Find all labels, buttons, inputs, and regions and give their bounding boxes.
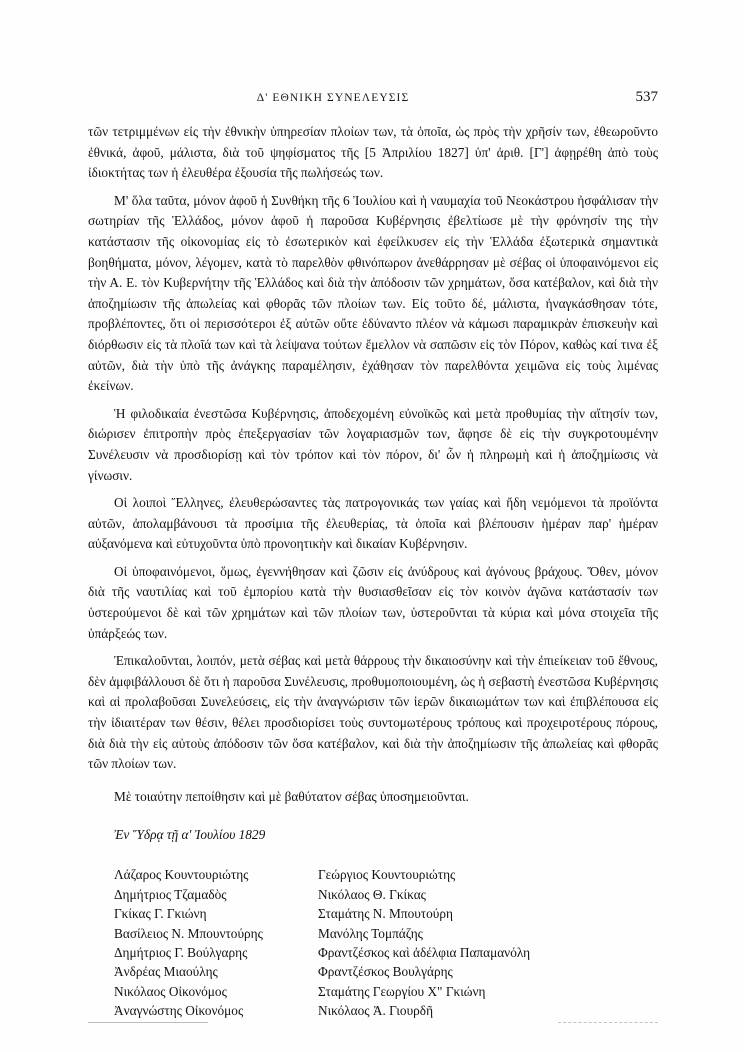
signature-name: Νικόλαος Θ. Γκίκας: [318, 886, 426, 902]
signatures-column-right: [318, 865, 658, 1020]
signature-name: Ἀνδρέας Μιαούλης: [114, 964, 218, 980]
signature-name: Μανόλης Τομπάζης: [318, 925, 423, 941]
footer-rule-right: [558, 1022, 658, 1023]
paragraph-4: Οἱ λοιποὶ Ἕλληνες, ἐλευθερώσαντες τὰς πατρογονικάς των γαίας καὶ ἤδη νεμόμενοι τὰ προϊόντα αὐτῶν, ἀπολαμβάνουσι τὰ προσίμια τῆς ἐλευθερίας, τὰ ὁποῖα καὶ βλέπουσιν ἡμέραν παρ' ἡμέραν αὐξανόμενα καὶ εὐτυχοῦντα ὑπὸ προνοητικὴν καὶ δικαίαν Κυβέρνησιν.: [88, 495, 658, 552]
page-number: 537: [635, 89, 658, 105]
signature-name: Νικόλαος Οἰκονόμος: [114, 983, 227, 999]
page-header: [88, 89, 658, 110]
paragraph-5: Οἱ ὑποφαινόμενοι, ὅμως, ἐγεννήθησαν καὶ ζῶσιν εἰς ἀνύδρους καὶ ἀγόνους βράχους. Ὅθεν, μόνον διὰ τῆς ναυτιλίας καὶ τοῦ ἐμπορίου κατὰ τὴν θυσιασθεῖσαν εἰς τὸν κοινὸν ἀγῶνα κατάστασίν των ὑστερούμενοι δὲ καὶ τῶν χρημάτων καὶ τῶν πλοίων των, ὑστεροῦνται τὰ κύρια καὶ μόνα στοιχεῖα τῆς ὑπάρξεώς των.: [88, 563, 658, 641]
signatures-block: [88, 865, 658, 1020]
running-title: Δ' ΕΘΝΙΚΗ ΣΥΝΕΛΕΥΣΙΣ: [256, 92, 410, 104]
signature-name: Δημήτριος Τζαμαδὸς: [114, 886, 227, 902]
signature-name: Γκίκας Γ. Γκιώνη: [114, 906, 207, 922]
paragraph-1: τῶν τετριμμένων εἰς τὴν ἐθνικὴν ὑπηρεσίαν πλοίων των, τὰ ὁποῖα, ὡς πρὸς τὴν χρῆσίν των, ἐθεωροῦντο ἐθνικά, ἀφοῦ, μάλιστα, διὰ τοῦ ψηφίσματος τῆς [5 Ἀπριλίου 1827] ὑπ' ἀριθ. [Γ'] ἀφῃρέθη ἀπὸ τοὺς ἰδιοκτήτας των ἡ ἐλευθέρα ἐξουσία τῆς πωλήσεώς των.: [88, 124, 658, 181]
signature-name: Ἀναγνώστης Οἰκονόμος: [114, 1003, 244, 1019]
document-body: [88, 122, 658, 1021]
signature-name: Σταμάτης Γεωργίου Χ" Γκιώνη: [318, 983, 486, 999]
paragraph-3: Ἡ φιλοδικαία ἐνεστῶσα Κυβέρνησις, ἀποδεχομένη εὐνοϊκῶς καὶ μετὰ προθυμίας τὴν αἴτησίν των, διώρισεν ἐπιτροπὴν πρὸς ἐπεξεργασίαν τῶν λογαριασμῶν των, ἄφησε δὲ εἰς τὴν συγκροτουμένην Συνέλευσιν νὰ προσδιορίσῃ καὶ τὸν τρόπον καὶ τὸν πόρον, δι' ὧν ἡ πληρωμὴ καὶ ἡ ἀποζημίωσις νὰ γίνωσιν.: [88, 405, 658, 483]
signature-name: Λάζαρος Κουντουριώτης: [114, 867, 249, 883]
signatures-column-left: [88, 865, 318, 1020]
signature-name: Σταμάτης Ν. Μπουτούρη: [318, 906, 453, 922]
signature-name: Φραντζέσκος Βουλγάρης: [318, 964, 453, 980]
paragraph-2: Μ' ὅλα ταῦτα, μόνον ἀφοῦ ἡ Συνθήκη τῆς 6 Ἰουλίου καὶ ἡ ναυμαχία τοῦ Νεοκάστρου ἠσφάλισαν τὴν σωτηρίαν τῆς Ἑλλάδος, μόνον ἀφοῦ ἡ παροῦσα Κυβέρνησις ἐβελτίωσε μὲ τὴν φρόνησίν της τὴν κατάστασιν τῆς οἰκονομίας εἰς τὸ ἐσωτερικὸν καὶ ἐφείλκυσεν εἰς τὴν Ἑλλάδα ἐξωτερικὰ σημαντικὰ βοηθήματα, μόνον, λέγομεν, κατὰ τὸ παρελθὸν φθινόπωρον ἀνεθάρρησαν μὲ σέβας οἱ ὑποφαινόμενοι εἰς τὴν Α. Ε. τὸν Κυβερνήτην τῆς Ἑλλάδος καὶ διὰ τὴν ἀπόδοσιν τῶν χρημάτων, ὅσα κατέβαλον, καὶ διὰ τὴν ἀποζημίωσιν τῆς ἀπωλείας καὶ φθορᾶς τῶν πλοίων των. Εἰς τοῦτο δέ, μάλιστα, ἠναγκάσθησαν τότε, προβλέποντες, ὅτι οἱ περισσότεροι ἐξ αὐτῶν οὔτε ἐδύναντο πλέον νὰ κάμωσι παραμικρὰν ἐπισκευὴν καὶ διόρθωσιν εἰς τὰ πλοῖά των καὶ τὰ λείψανα τούτων ἔμελλον νὰ σαπῶσιν εἰς τὸν Πόρον, καθὼς καί τινα ἐξ αὐτῶν, διὰ τὴν ὑπὸ τῆς ἀνάγκης παραμέλησιν, ἐχάθησαν τὸν παρελθόντα χειμῶνα εἰς τοὺς λιμένας ἐκείνων.: [88, 192, 658, 394]
dateline: Ἐν Ὕδρᾳ τῇ α' Ἰουλίου 1829: [114, 827, 266, 843]
signature-name: Φραντζέσκος καὶ ἀδέλφια Παπαμανόλη: [318, 945, 531, 961]
footer-rules: [88, 1022, 658, 1028]
footer-rule-left: [88, 1022, 208, 1023]
paragraph-6: Ἐπικαλοῦνται, λοιπόν, μετὰ σέβας καὶ μετὰ θάρρους τὴν δικαιοσύνην καὶ τὴν ἐπιείκειαν τοῦ ἔθνους, δὲν ἀμφιβάλλουσι δὲ ὅτι ἡ παροῦσα Συνέλευσις, προθυμοποιουμένη, ὡς ἡ σεβαστὴ ἐνεστῶσα Κυβέρνησις καὶ αἱ προλαβοῦσαι Συνελεύσεις, εἰς τὴν ἀναγνώρισιν τῶν ἱερῶν δικαιωμάτων των καὶ ἐπιβλέπουσα εἰς τὴν ἰδιαιτέραν των θέσιν, θέλει προσδιορίσει τοὺς συντομωτέρους τρόπους καὶ προχειροτέρους πόρους, διὰ διὰ τὴν εἰς αὐτοὺς ἀπόδοσιν τῶν ὅσα κατέβαλον, καὶ διὰ τὴν ἀποζημίωσιν τῆς ἀπωλείας καὶ φθορᾶς τῶν πλοίων των.: [88, 653, 658, 772]
signature-name: Δημήτριος Γ. Βούλγαρης: [114, 945, 248, 961]
closing-line: Μὲ τοιαύτην πεποίθησιν καὶ μὲ βαθύτατον σέβας ὑποσημειοῦνται.: [114, 788, 469, 804]
signature-name: Βασίλειος Ν. Μπουντούρης: [114, 925, 263, 941]
signature-name: Νικόλαος Ἀ. Γιουρδῆ: [318, 1003, 434, 1019]
signature-name: Γεώργιος Κουντουριώτης: [318, 867, 456, 883]
